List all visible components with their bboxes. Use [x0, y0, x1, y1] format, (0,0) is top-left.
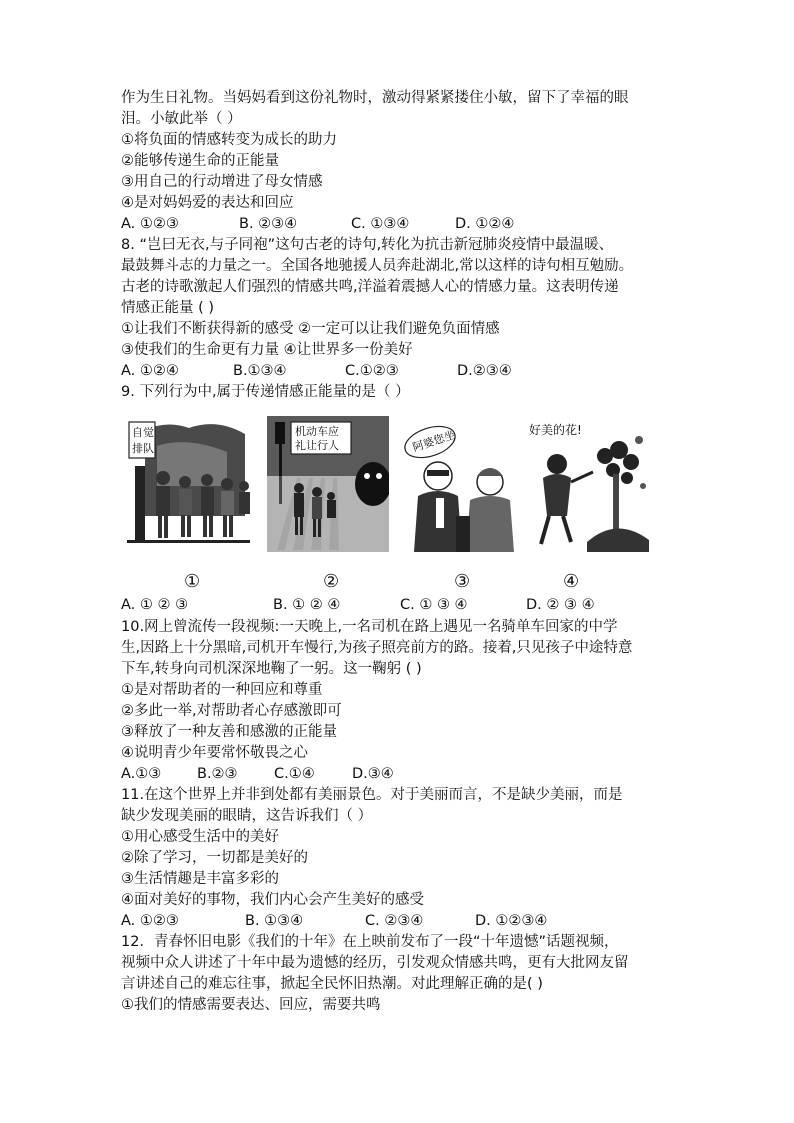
panel-1-caption-line-2: 排队: [132, 442, 154, 455]
q11-answer-d: D. ①②③④: [475, 913, 548, 929]
q9-label-3: ③: [454, 571, 471, 592]
q8-stem-line: 情感正能量 ( ): [121, 300, 215, 316]
q10-answer-d: D.③④: [352, 766, 394, 782]
q10-option-item: ②多此一举,对帮助者心存感激即可: [121, 703, 342, 719]
q9-label-1: ①: [184, 571, 201, 592]
q11-option-item: ②除了学习，一切都是美好的: [121, 850, 308, 866]
q7-line: 泪。小敏此举（ ）: [121, 111, 242, 127]
question-block-bottom: [121, 617, 691, 1016]
q12-stem-line: 言讲述自己的难忘往事，掀起全民怀旧热潮。对此理解正确的是( ): [121, 976, 543, 992]
q7-answer-c: C. ①③④: [351, 216, 410, 232]
q9-panel-3-giving-seat-illustration: [400, 416, 523, 552]
q8-answer-a: A. ①②④: [121, 363, 179, 379]
q7-option-item: ①将负面的情感转变为成长的助力: [121, 132, 337, 148]
q11-option-item: ①用心感受生活中的美好: [121, 829, 279, 845]
q10-stem-line: 10.网上曾流传一段视频:一天晚上,一名司机在路上遇见一名骑单车回家的中学: [121, 619, 618, 635]
q8-stem-line: 最鼓舞斗志的力量之一。全国各地驰援人员奔赴湖北,常以这样的诗句相互勉励。: [121, 258, 634, 274]
q9-answer-a: A. ① ② ③: [121, 597, 189, 613]
q11-option-item: ④面对美好的事物，我们内心会产生美好的感受: [121, 892, 424, 908]
q11-answer-a: A. ①②③: [121, 913, 179, 929]
q12-option-item: ①我们的情感需要表达、回应，需要共鸣: [121, 997, 381, 1013]
q9-panel-4-flower-illustration: [527, 416, 650, 552]
q7-answer-a: A. ①②③: [121, 216, 179, 232]
q10-option-item: ③释放了一种友善和感激的正能量: [121, 724, 337, 740]
q8-answer-c: C.①②③: [345, 363, 399, 379]
q11-stem-line: 11.在这个世界上并非到处都有美丽景色。对于美丽而言，不是缺少美丽，而是: [121, 787, 623, 803]
q7-option-item: ③用自己的行动增进了母女情感: [121, 174, 323, 190]
q10-stem-line: 生,因路上十分黑暗,司机开车慢行,为孩子照亮前方的路。接着,只见孩子中途特意: [121, 640, 633, 656]
q9-panel-1-queue-illustration: [127, 416, 250, 552]
q11-answer-b: B. ①③④: [245, 913, 304, 929]
q10-option-item: ①是对帮助者的一种回应和尊重: [121, 682, 323, 698]
question-block-top: [121, 88, 681, 403]
q10-stem-line: 下车,转身向司机深深地鞠了一躬。这一鞠躬 ( ): [121, 661, 422, 677]
q9-label-4: ④: [563, 571, 580, 592]
q9-label-2: ②: [323, 571, 340, 592]
q8-answer-d: D.②③④: [457, 363, 512, 379]
panel-1-caption-line-1: 自觉: [132, 426, 154, 439]
q8-option-item: ①让我们不断获得新的感受 ②一定可以让我们避免负面情感: [121, 321, 500, 337]
q7-answer-d: D. ①②④: [455, 216, 515, 232]
q10-answer-b: B.②③: [197, 766, 238, 782]
q11-stem-line: 缺少发现美丽的眼睛，这告诉我们（ ）: [121, 808, 373, 824]
q7-option-item: ④是对妈妈爱的表达和回应: [121, 195, 294, 211]
q10-answer-a: A.①③: [121, 766, 162, 782]
q7-option-item: ②能够传递生命的正能量: [121, 153, 279, 169]
q12-stem-line: 12．青春怀旧电影《我们的十年》在上映前发布了一段“十年遗憾”话题视频，: [121, 934, 619, 950]
q11-answer-c: C. ②③④: [365, 913, 424, 929]
q8-stem-line: 8. “岂曰无衣,与子同袍”这句古老的诗句,转化为抗击新冠肺炎疫情中最温暖、: [121, 237, 614, 253]
panel-3-caption: 阿婆您坐: [411, 428, 457, 455]
q10-answer-c: C.①④: [274, 766, 315, 782]
q8-answer-options: [121, 361, 681, 382]
q9-panel-2-crosswalk-illustration: [267, 416, 389, 552]
q7-answer-b: B. ②③④: [239, 216, 298, 232]
q11-answer-options: [121, 911, 691, 932]
q9-answer-d: D. ② ③ ④: [526, 597, 595, 613]
q12-stem-line: 视频中众人讲述了十年中最为遗憾的经历，引发观众情感共鸣，更有大批网友留: [121, 955, 629, 971]
q8-option-item: ③使我们的生命更有力量 ④让世界多一份美好: [121, 342, 413, 358]
q10-answer-options: [121, 764, 691, 785]
panel-2-caption-line-1: 机动车应: [295, 425, 339, 438]
q9-answer-b: B. ① ② ④: [273, 597, 341, 613]
q8-stem-line: 古老的诗歌激起人们强烈的情感共鸣,洋溢着震撼人心的情感力量。这表明传递: [121, 279, 619, 295]
q10-option-item: ④说明青少年要常怀敬畏之心: [121, 745, 308, 761]
q9-stem: 9. 下列行为中,属于传递情感正能量的是（ ）: [121, 384, 410, 400]
q9-illustration-row: [127, 416, 647, 592]
q11-option-item: ③生活情趣是丰富多彩的: [121, 871, 279, 887]
q8-answer-b: B.①③④: [233, 363, 287, 379]
panel-4-caption: 好美的花!: [529, 423, 582, 437]
q9-answer-c: C. ① ③ ④: [400, 597, 468, 613]
q7-line: 作为生日礼物。当妈妈看到这份礼物时，激动得紧紧搂住小敏，留下了幸福的眼: [121, 90, 629, 106]
panel-2-caption-line-2: 礼让行人: [295, 439, 339, 452]
q7-answer-options: [121, 214, 681, 235]
